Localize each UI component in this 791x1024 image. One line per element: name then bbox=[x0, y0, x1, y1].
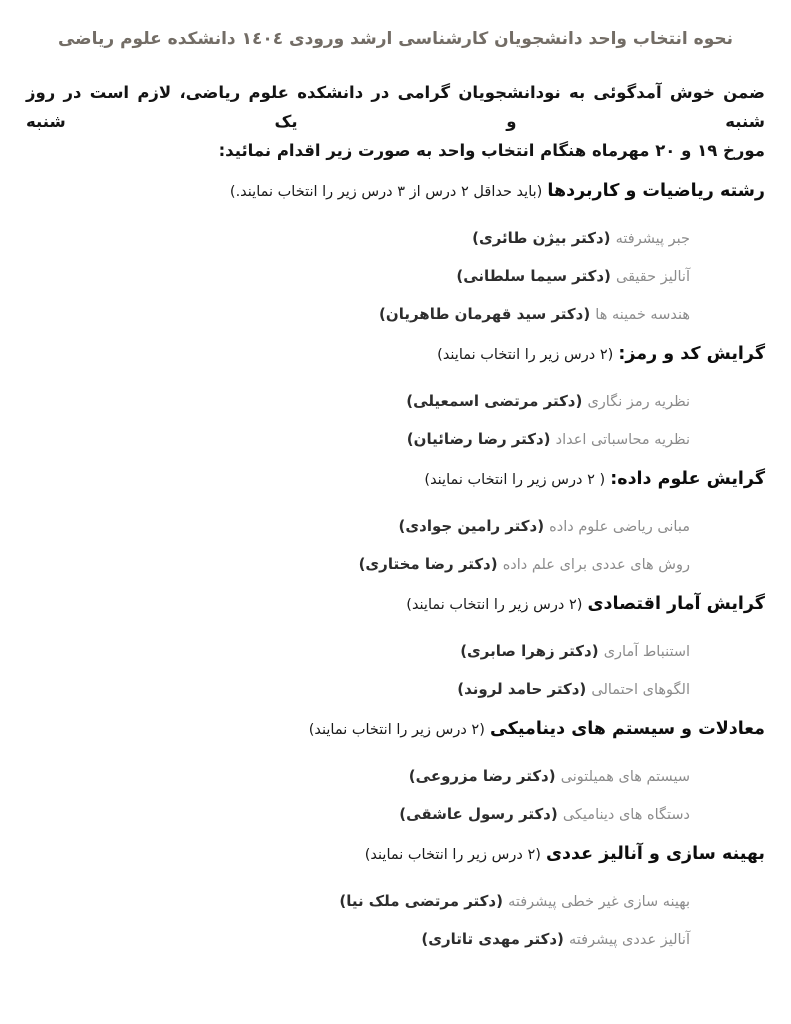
section-title: معادلات و سیستم های دینامیکی bbox=[489, 719, 765, 739]
course-name: نظریه محاسباتی اعداد bbox=[555, 432, 690, 448]
course-item bbox=[26, 763, 765, 790]
intro-line-2: مورخ ١٩ و ٢٠ مهرماه هنگام انتخاب واحد به صورت زیر اقدام نمائید: bbox=[218, 141, 765, 160]
course-item bbox=[26, 551, 765, 578]
course-name: نظریه رمز نگاری bbox=[587, 394, 690, 410]
page-title: نحوه انتخاب واحد دانشجویان کارشناسی ارشد ورودی ١٤٠٤ دانشکده علوم ریاضی bbox=[57, 29, 733, 49]
course-item bbox=[26, 388, 765, 415]
course-name: سیستم های همیلتونی bbox=[560, 769, 690, 785]
course-name: روش های عددی برای علم داده bbox=[502, 557, 690, 573]
course-name: آنالیز عددی پیشرفته bbox=[569, 932, 690, 948]
section-header bbox=[26, 466, 765, 493]
course-name: جبر پیشرفته bbox=[615, 231, 690, 247]
course-name: دستگاه های دینامیکی bbox=[562, 807, 690, 823]
course-name: آنالیز حقیقی bbox=[616, 269, 690, 285]
section-header bbox=[26, 178, 765, 205]
section-math-and-applications bbox=[26, 178, 765, 328]
section-data-science bbox=[26, 466, 765, 578]
course-item bbox=[26, 263, 765, 290]
course-instructor: (دکتر مهدی تاتاری) bbox=[421, 930, 564, 948]
section-header bbox=[26, 841, 765, 868]
course-name: استنباط آماری bbox=[603, 644, 690, 660]
intro-line-1: ضمن خوش آمدگوئی به نودانشجویان گرامی در دانشکده علوم ریاضی، لازم است در روز شنبه و یک شنبه bbox=[26, 83, 765, 131]
course-instructor: (دکتر رضا مزروعی) bbox=[408, 767, 556, 785]
section-optimization-numerical-analysis bbox=[26, 841, 765, 953]
section-title: گرایش علوم داده: bbox=[610, 469, 765, 489]
course-item bbox=[26, 513, 765, 540]
course-instructor: (دکتر حامد لروند) bbox=[457, 680, 587, 698]
course-instructor: (دکتر رامین جوادی) bbox=[398, 517, 545, 535]
section-title: رشته ریاضیات و کاربردها bbox=[547, 181, 765, 201]
section-header bbox=[26, 341, 765, 368]
course-name: مبانی ریاضی علوم داده bbox=[549, 519, 690, 535]
course-item bbox=[26, 426, 765, 453]
course-item bbox=[26, 638, 765, 665]
course-instructor: (دکتر رسول عاشقی) bbox=[399, 805, 558, 823]
section-title: گرایش آمار اقتصادی bbox=[587, 594, 765, 614]
course-instructor: (دکتر رضا رضائیان) bbox=[406, 430, 551, 448]
course-item bbox=[26, 801, 765, 828]
section-note: (باید حداقل ٢ درس از ٣ درس زیر را انتخاب نمایند.) bbox=[229, 184, 543, 200]
course-item bbox=[26, 301, 765, 328]
section-title: گرایش کد و رمز: bbox=[618, 344, 765, 364]
course-item bbox=[26, 676, 765, 703]
section-note: ( ٢ درس زیر را انتخاب نمایند) bbox=[424, 472, 606, 488]
section-title: بهینه سازی و آنالیز عددی bbox=[546, 844, 765, 864]
course-instructor: (دکتر زهرا صابری) bbox=[460, 642, 599, 660]
course-name: هندسه خمینه ها bbox=[595, 307, 690, 323]
section-economic-statistics bbox=[26, 591, 765, 703]
course-instructor: (دکتر سید قهرمان طاهریان) bbox=[379, 305, 591, 323]
section-note: (٢ درس زیر را انتخاب نمایند) bbox=[437, 347, 614, 363]
course-name: بهینه سازی غیر خطی پیشرفته bbox=[508, 894, 690, 910]
course-instructor: (دکتر مرتضی ملک نیا) bbox=[339, 892, 503, 910]
section-header bbox=[26, 716, 765, 743]
intro-paragraph bbox=[26, 78, 765, 165]
course-item bbox=[26, 225, 765, 252]
course-instructor: (دکتر بیژن طائری) bbox=[472, 229, 611, 247]
section-note: (٢ درس زیر را انتخاب نمایند) bbox=[406, 597, 583, 613]
course-instructor: (دکتر سیما سلطانی) bbox=[456, 267, 611, 285]
course-item bbox=[26, 888, 765, 915]
course-instructor: (دکتر مرتضی اسمعیلی) bbox=[406, 392, 583, 410]
section-code-and-crypto bbox=[26, 341, 765, 453]
section-header bbox=[26, 591, 765, 618]
section-note: (٢ درس زیر را انتخاب نمایند) bbox=[308, 722, 485, 738]
course-item bbox=[26, 926, 765, 953]
course-name: الگوهای احتمالی bbox=[591, 682, 690, 698]
course-instructor: (دکتر رضا مختاری) bbox=[358, 555, 498, 573]
section-note: (٢ درس زیر را انتخاب نمایند) bbox=[364, 847, 541, 863]
section-equations-dynamical-systems bbox=[26, 716, 765, 828]
